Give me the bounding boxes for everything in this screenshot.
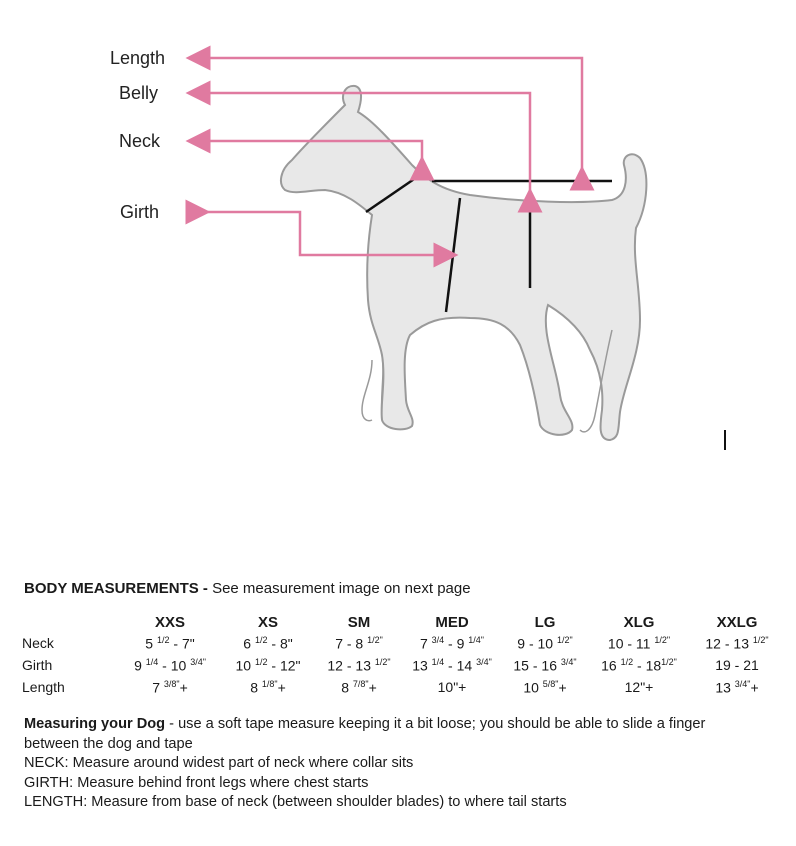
measurement-value: 7 — [419, 635, 432, 652]
size-header: SM — [347, 613, 371, 631]
measurement-value: 16 — [601, 657, 621, 674]
measurement-value: 10 - 11 — [607, 635, 655, 652]
measurement-cell — [222, 632, 314, 654]
measurement-value: 12 - 13 — [705, 635, 753, 652]
size-header-row — [22, 612, 786, 632]
fraction-superscript: 1/4" — [468, 634, 485, 645]
fraction-superscript: 1/2" — [661, 656, 677, 667]
fraction-superscript: 1/2 — [156, 634, 170, 645]
measurement-value: 8 — [250, 679, 262, 696]
measurement-value: 10 — [523, 679, 543, 696]
instructions-title: Measuring your Dog — [24, 716, 166, 732]
measurement-value: 19 - 21 — [715, 657, 759, 673]
measurement-value: 10"+ — [437, 679, 467, 695]
fraction-superscript: 1/2" — [374, 656, 391, 667]
row-label: Neck — [22, 635, 54, 651]
measurement-value: + — [179, 679, 188, 696]
measurement-cell — [314, 676, 404, 698]
measurement-cell — [590, 676, 688, 698]
measurement-value: 13 — [715, 679, 735, 696]
measurement-value: + — [750, 679, 759, 696]
instructions-intro-text: - use a soft tape measure keeping it a bit loose; you should be able to slide a finger between the dog and tape — [24, 716, 706, 752]
belly-label: Belly — [119, 83, 159, 103]
measurement-cell — [688, 632, 786, 654]
fraction-superscript: 1/2 — [254, 656, 268, 667]
measurement-value: 12"+ — [624, 679, 654, 695]
measurement-cell — [222, 654, 314, 676]
measurement-cell — [590, 654, 688, 676]
measurement-cell — [404, 676, 500, 698]
measurement-value: 6 — [243, 635, 255, 652]
measurement-value: - 14 — [444, 657, 477, 674]
text-cursor — [724, 430, 726, 450]
measurement-value: - 8" — [267, 635, 293, 652]
fraction-superscript: 3/4" — [190, 656, 206, 667]
fraction-superscript: 1/2" — [556, 634, 573, 645]
measurement-value: 8 — [341, 679, 353, 696]
fraction-superscript: 1/2" — [752, 634, 769, 645]
measurement-value: 15 - 16 — [513, 657, 561, 674]
fraction-superscript: 7/8" — [352, 678, 369, 689]
heading-bold-text: BODY MEASUREMENTS - — [24, 580, 208, 597]
fraction-superscript: 1/2 — [620, 656, 634, 667]
measurement-value: + — [277, 679, 286, 696]
measurement-cell — [314, 654, 404, 676]
heading-rest-text: See measurement image on next page — [207, 580, 471, 597]
size-header: MED — [435, 613, 469, 631]
measurement-value: 5 — [145, 635, 157, 652]
size-header: XXLG — [716, 613, 758, 631]
measurement-row-neck — [22, 632, 786, 654]
fraction-superscript: 3/8" — [163, 678, 180, 689]
measurement-cell — [500, 654, 590, 676]
fraction-superscript: 1/2" — [367, 634, 383, 645]
measurement-cell — [222, 676, 314, 698]
size-header: XXS — [154, 613, 185, 631]
measurement-value: 13 — [412, 657, 432, 674]
measurement-cell — [118, 676, 222, 698]
measurement-value: - 10 — [158, 657, 191, 674]
measurement-value: - 12" — [267, 657, 301, 674]
measurement-cell — [314, 632, 404, 654]
measurement-value: 12 - 13 — [327, 657, 375, 674]
measurement-cell — [118, 632, 222, 654]
fraction-superscript: 1/2" — [654, 634, 671, 645]
instructions-intro — [24, 715, 764, 754]
instructions-girth: GIRTH: Measure behind front legs where chest starts — [24, 774, 369, 791]
measurement-value: - 7" — [169, 635, 195, 652]
measurement-value: 10 — [235, 657, 255, 674]
fraction-superscript: 5/8" — [542, 678, 559, 689]
fraction-superscript: 3/4" — [560, 656, 577, 667]
measurement-value: 9 - 10 — [517, 635, 557, 652]
measurement-value: 7 — [152, 679, 164, 696]
measurement-cell — [688, 676, 786, 698]
body-measurements-heading — [24, 580, 471, 597]
measurement-cell — [404, 632, 500, 654]
fraction-superscript: 3/4" — [476, 656, 492, 667]
size-header: XS — [257, 613, 278, 631]
measurement-value: + — [368, 679, 377, 696]
measurement-cell — [590, 632, 688, 654]
measurement-row-girth — [22, 654, 786, 676]
measurement-value: 7 - 8 — [335, 635, 368, 652]
fraction-superscript: 1/8" — [261, 678, 278, 689]
fraction-superscript: 1/4 — [145, 656, 159, 667]
size-header: XLG — [623, 613, 655, 631]
measurement-value: 9 — [134, 657, 146, 674]
instructions-length: LENGTH: Measure from base of neck (between shoulder blades) to where tail starts — [24, 794, 567, 811]
length-label: Length — [110, 48, 166, 68]
neck-label: Neck — [119, 131, 161, 151]
dog-silhouette — [281, 86, 646, 440]
measuring-instructions — [24, 715, 764, 813]
instructions-neck: NECK: Measure around widest part of neck where collar sits — [24, 755, 414, 772]
measurement-value: - 18 — [633, 657, 662, 674]
measurement-value: + — [558, 679, 567, 696]
header-spacer — [22, 612, 118, 632]
measurement-row-length — [22, 676, 786, 698]
measurement-cell — [688, 654, 786, 676]
girth-label: Girth — [120, 202, 160, 222]
measurement-cell — [118, 654, 222, 676]
fraction-superscript: 3/4" — [734, 678, 751, 689]
size-header: LG — [534, 613, 556, 631]
size-chart-table — [22, 612, 786, 698]
fraction-superscript: 1/2 — [254, 634, 268, 645]
measurement-cell — [500, 676, 590, 698]
measurement-cell — [500, 632, 590, 654]
measurement-cell — [404, 654, 500, 676]
measurement-value: - 9 — [444, 635, 469, 652]
row-label: Girth — [22, 657, 53, 673]
fraction-superscript: 3/4 — [431, 634, 445, 645]
fraction-superscript: 1/4 — [431, 656, 445, 667]
row-label: Length — [22, 679, 65, 695]
